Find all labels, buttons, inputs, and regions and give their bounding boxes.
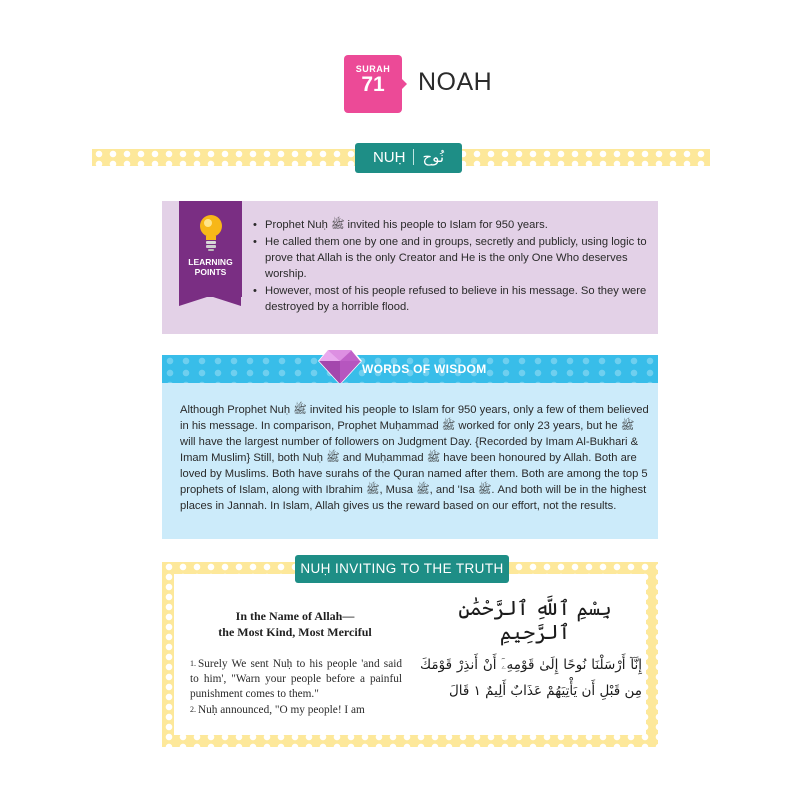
verse-2 bbox=[190, 702, 402, 718]
learning-points-label bbox=[179, 257, 242, 277]
verse-number: 1. bbox=[190, 659, 196, 668]
verse-1 bbox=[190, 656, 402, 702]
basmala-english bbox=[190, 608, 400, 640]
basmala-arabic: بِسْمِ ٱللَّهِ ٱلرَّحْمَٰنِ ٱلرَّحِيمِ bbox=[458, 596, 612, 644]
ribbon-tail bbox=[179, 296, 241, 306]
surah-badge bbox=[344, 55, 402, 113]
label-line1: LEARNING bbox=[188, 257, 233, 267]
words-of-wisdom-title: WORDS OF WISDOM bbox=[362, 362, 487, 376]
label-line2: POINTS bbox=[194, 267, 227, 277]
verses-english bbox=[190, 656, 402, 718]
tab-divider bbox=[413, 149, 414, 165]
surah-number: 71 bbox=[361, 73, 385, 96]
section-tab-arabic: نُوح bbox=[422, 149, 445, 166]
verse-number: 2. bbox=[190, 705, 196, 714]
verses-arabic: إِنَّآ أَرْسَلْنَا نُوحًا إِلَىٰ قَوْمِهِۦٓ أَنْ أَنذِرْ قَوْمَكَ مِن قَبْلِ أَن يَأْتِيَهُمْ عَذَابٌ أَلِيمٌ ١ قَالَ bbox=[420, 657, 642, 699]
basmala-line1: In the Name of Allah— bbox=[235, 609, 355, 623]
lightbulb-icon bbox=[196, 212, 226, 254]
list-item: • However, most of his people refused to believe in his message. So they were destroyed by a horrible flood. bbox=[252, 283, 650, 315]
list-item: • He called them one by one and in groups, secretly and publicly, using logic to prove that Allah is the only Creator and He is the only One Who deserves worship. bbox=[252, 234, 650, 282]
verse-text: Surely We sent Nuḥ to his people 'and said to him', "Warn your people before a painful punishment comes to them." bbox=[190, 658, 402, 700]
surah-label: SURAH bbox=[355, 64, 391, 74]
basmala-line2: the Most Kind, Most Merciful bbox=[218, 625, 372, 639]
verse-text: Nuḥ announced, "O my people! I am bbox=[198, 704, 365, 716]
section-tab-inviting: NUḤ INVITING TO THE TRUTH bbox=[295, 555, 509, 583]
words-of-wisdom-text: Although Prophet Nuḥ ﷺ invited his people to Islam for 950 years, only a few of them believed in his message. In comparison, Prophet Muḥammad ﷺ worked for only 23 years, but he ﷺ will have the largest number of followers on Judgment Day. {Recorded by Imam Al-Bukhari & Imam Muslim} Still, both Nuḥ ﷺ and Muḥammad ﷺ have been honoured by Allah. Both are loved by Muslims. Both have surahs of the Quran named after them. Both are among the top 5 prophets of Islam, along with Ibrahim ﷺ, Musa ﷺ, and 'Isa ﷺ. And both will be in the highest places in Jannah. In Islam, Allah gives us the reward based on our effort, not the results. bbox=[180, 404, 649, 512]
section-tab-nuh bbox=[355, 143, 462, 173]
section-tab-english: NUḤ bbox=[372, 149, 406, 166]
surah-badge-pointer bbox=[400, 77, 407, 91]
learning-points-list bbox=[252, 217, 650, 316]
page-title: NOAH bbox=[418, 68, 493, 96]
list-item: • Prophet Nuḥ ﷺ invited his people to Islam for 950 years. bbox=[252, 217, 650, 233]
gem-icon bbox=[318, 346, 362, 386]
